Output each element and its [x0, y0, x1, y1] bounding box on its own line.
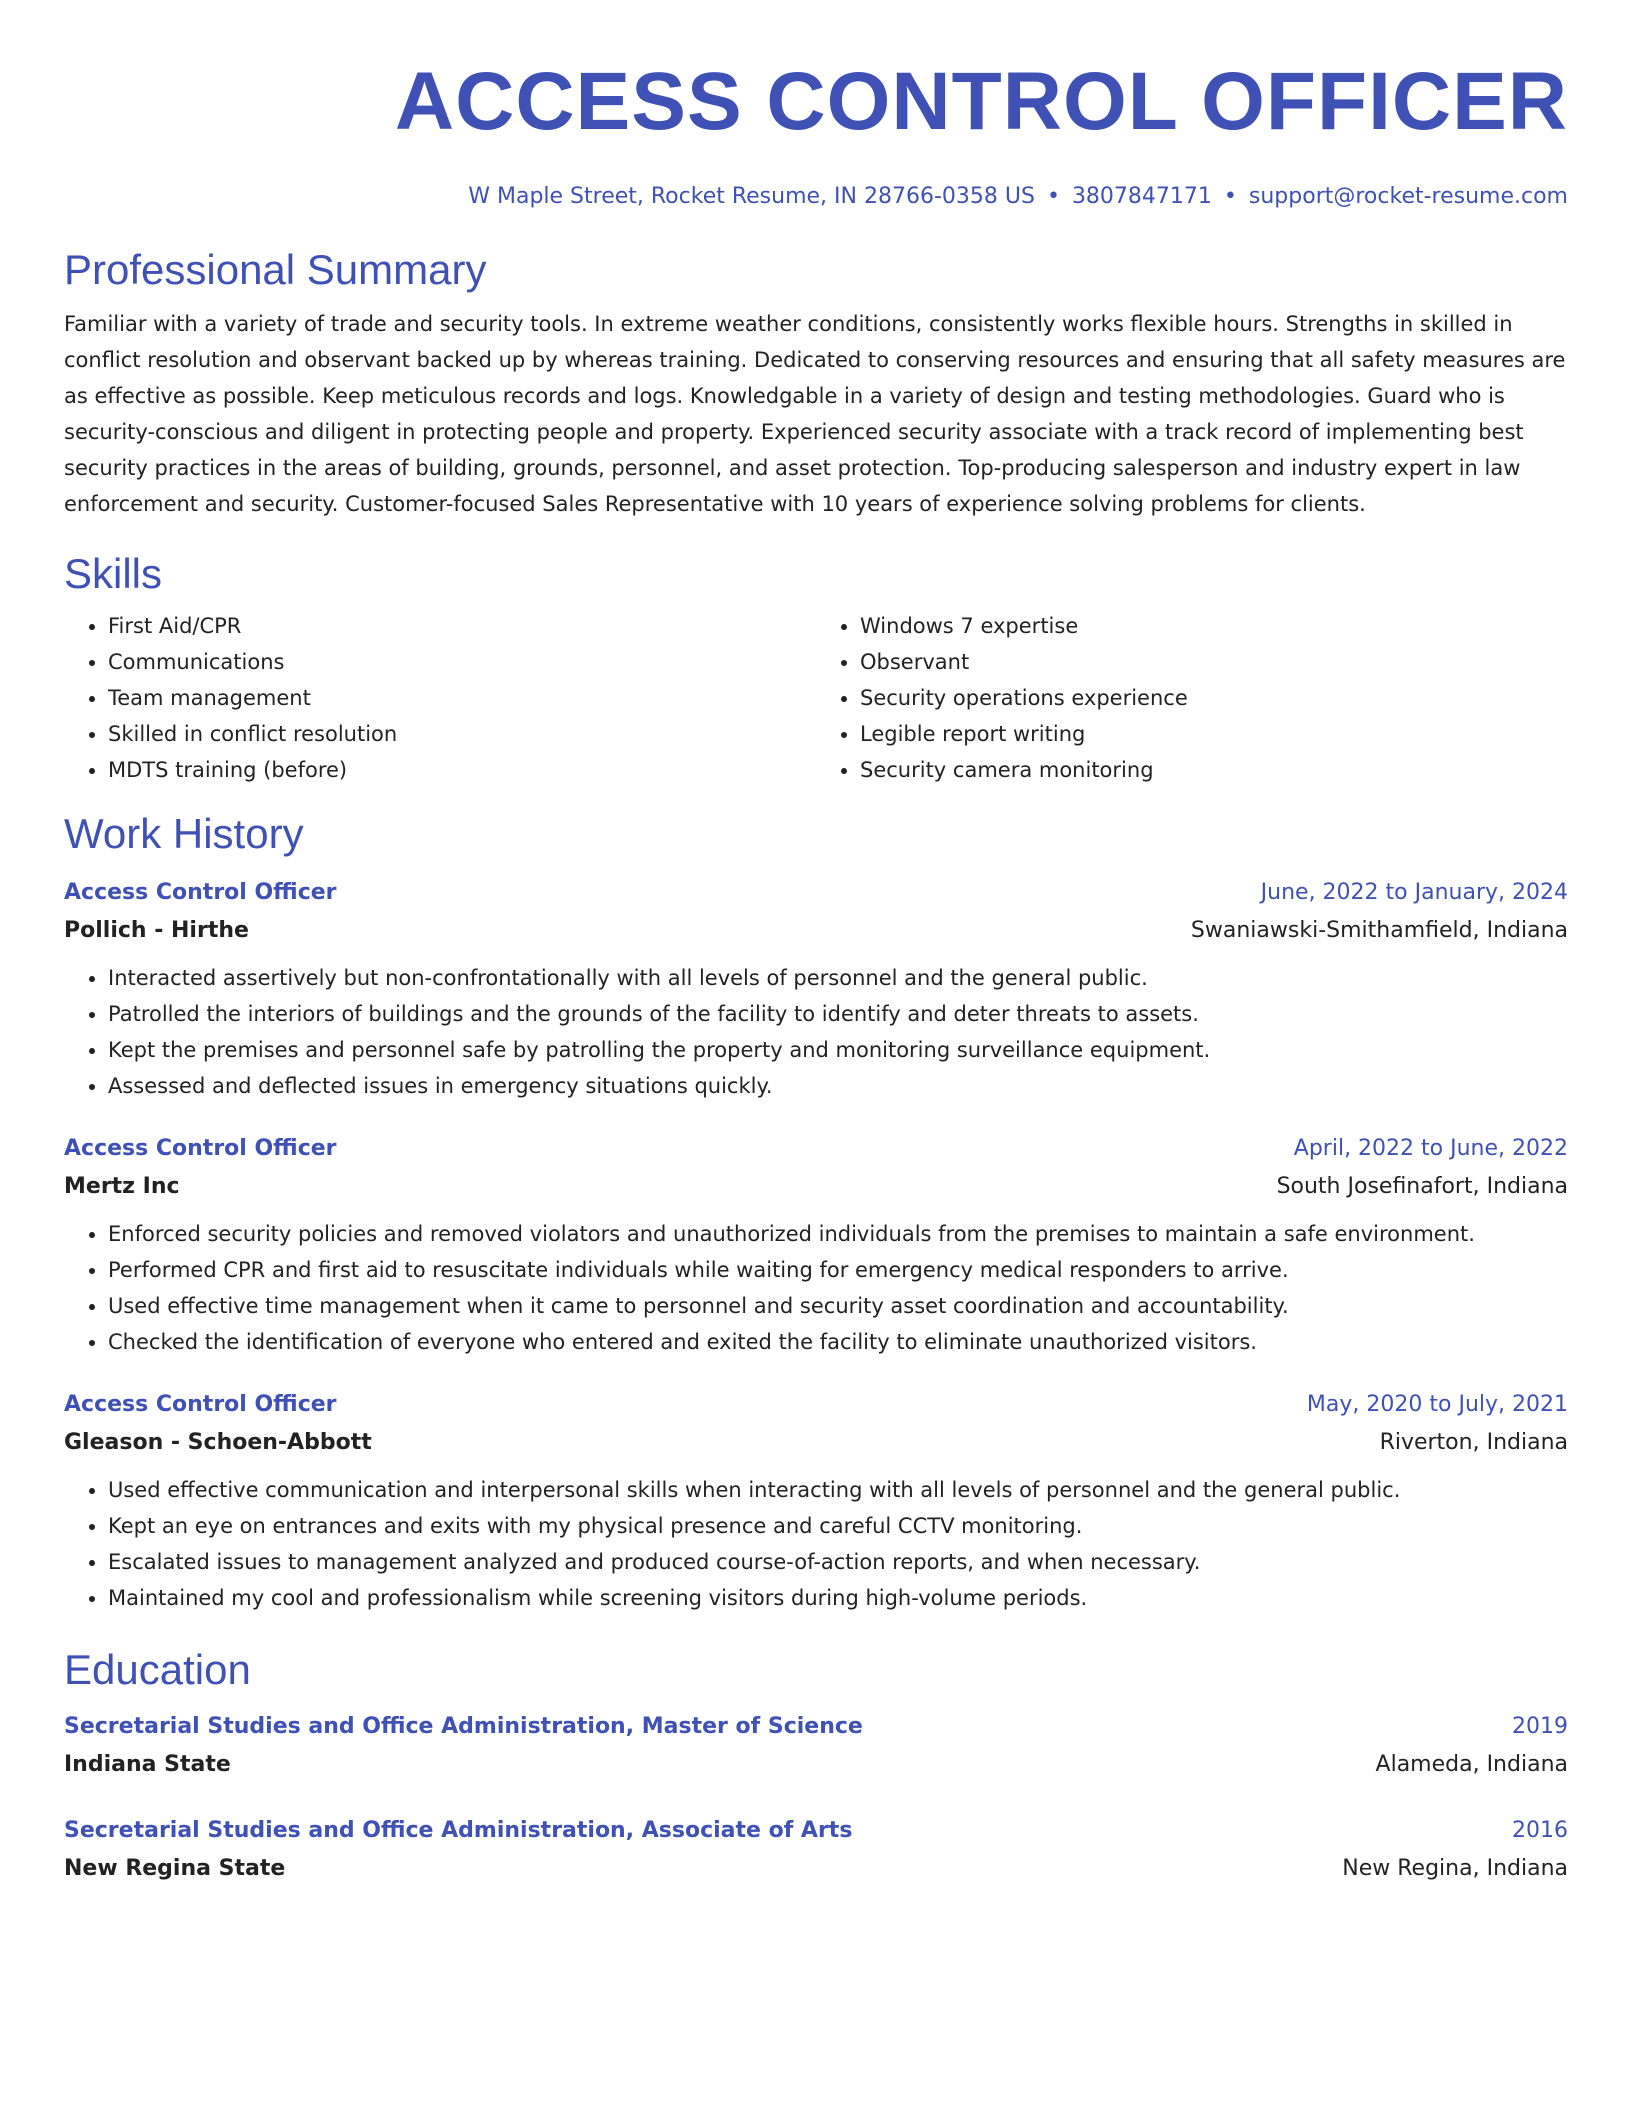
degree: Secretarial Studies and Office Administration, Master of Science — [64, 1714, 863, 1739]
summary-heading: Professional Summary — [64, 246, 487, 293]
education-header-row — [64, 1708, 1568, 1746]
education-entry — [64, 1812, 1568, 1888]
skill-item: • First Aid/CPR — [108, 608, 816, 644]
duty-item: • Performed CPR and first aid to resuscitate individuals while waiting for emergency medical responders to arrive. — [108, 1252, 1568, 1288]
company-name: Gleason - Schoen-Abbott — [64, 1430, 372, 1455]
skill-item: • Observant — [860, 644, 1568, 680]
duty-item: • Interacted assertively but non-confrontationally with all levels of personnel and the general public. — [108, 960, 1568, 996]
job-entry — [64, 1386, 1568, 1616]
email-link[interactable]: support@rocket-resume.com — [1248, 184, 1568, 209]
job-dates: April, 2022 to June, 2022 — [1293, 1136, 1568, 1161]
job-dates: May, 2020 to July, 2021 — [1306, 1392, 1568, 1417]
skill-item: • Communications — [108, 644, 816, 680]
duty-item: • Checked the identification of everyone who entered and exited the facility to eliminate unauthorized visitors. — [108, 1324, 1568, 1360]
duty-item: • Used effective communication and interpersonal skills when interacting with all levels of personnel and the general public. — [108, 1472, 1568, 1508]
school-name: Indiana State — [64, 1752, 231, 1777]
job-entry — [64, 1130, 1568, 1360]
company-name: Pollich - Hirthe — [64, 918, 249, 943]
job-company-row — [64, 912, 1568, 950]
school-name: New Regina State — [64, 1856, 286, 1881]
graduation-year: 2016 — [1512, 1818, 1568, 1843]
education-heading: Education — [64, 1646, 251, 1693]
skill-item: • Team management — [108, 680, 816, 716]
duty-item: • Maintained my cool and professionalism while screening visitors during high-volume periods. — [108, 1580, 1568, 1616]
education-entry — [64, 1708, 1568, 1784]
separator: • — [1046, 184, 1060, 209]
address: W Maple Street, Rocket Resume, IN 28766-0358 US — [468, 184, 1035, 209]
phone: 3807847171 — [1071, 184, 1212, 209]
education-school-row — [64, 1850, 1568, 1888]
work-history-heading: Work History — [64, 810, 304, 857]
duty-item: • Patrolled the interiors of buildings and the grounds of the facility to identify and deter threats to assets. — [108, 996, 1568, 1032]
duty-item: • Assessed and deflected issues in emergency situations quickly. — [108, 1068, 1568, 1104]
duty-item: • Kept the premises and personnel safe by patrolling the property and monitoring surveillance equipment. — [108, 1032, 1568, 1068]
job-header-row — [64, 874, 1568, 912]
job-title: Access Control Officer — [64, 1136, 337, 1161]
candidate-title: ACCESS CONTROL OFFICER — [394, 56, 1568, 147]
job-header-row — [64, 1386, 1568, 1424]
summary-text: Familiar with a variety of trade and security tools. In extreme weather conditions, consistently works flexible hours. Strengths in skilled in conflict resolution and observant backed up by whereas training. Dedicated to conserving resources and ensuring that all safety measures are as effective as possible. Keep meticulous records and logs. Knowledgable in a variety of design and testing methodologies. Guard who is security-conscious and diligent in protecting people and property. Experienced security associate with a track record of implementing best security practices in the areas of building, grounds, personnel, and asset protection. Top-producing salesperson and industry expert in law enforcement and security. Customer-focused Sales Representative with 10 years of experience solving problems for clients. — [64, 312, 1566, 516]
contact-line — [64, 182, 1568, 212]
job-header-row — [64, 1130, 1568, 1168]
job-location: South Josefinafort, Indiana — [1276, 1174, 1568, 1199]
education-header-row — [64, 1812, 1568, 1850]
duty-item: • Escalated issues to management analyzed and produced course-of-action reports, and when necessary. — [108, 1544, 1568, 1580]
job-location: Swaniawski-Smithamfield, Indiana — [1190, 918, 1568, 943]
skill-item: • MDTS training (before) — [108, 752, 816, 788]
school-location: Alameda, Indiana — [1375, 1752, 1568, 1777]
school-location: New Regina, Indiana — [1342, 1856, 1568, 1881]
resume-header — [64, 0, 1568, 212]
skills-list — [64, 608, 1568, 788]
skill-item: • Security camera monitoring — [860, 752, 1568, 788]
skills-column-left — [64, 608, 816, 788]
separator: • — [1223, 184, 1237, 209]
job-company-row — [64, 1424, 1568, 1462]
duty-item: • Kept an eye on entrances and exits with my physical presence and careful CCTV monitoring. — [108, 1508, 1568, 1544]
degree: Secretarial Studies and Office Administration, Associate of Arts — [64, 1818, 853, 1843]
education-school-row — [64, 1746, 1568, 1784]
job-duties — [64, 1472, 1568, 1616]
job-duties — [64, 960, 1568, 1104]
skill-item: • Skilled in conflict resolution — [108, 716, 816, 752]
job-entry — [64, 874, 1568, 1104]
job-location: Riverton, Indiana — [1379, 1430, 1568, 1455]
job-dates: June, 2022 to January, 2024 — [1260, 880, 1568, 905]
job-duties — [64, 1216, 1568, 1360]
duty-item: • Used effective time management when it came to personnel and security asset coordination and accountability. — [108, 1288, 1568, 1324]
graduation-year: 2019 — [1512, 1714, 1568, 1739]
skills-column-right — [816, 608, 1568, 788]
skills-heading: Skills — [64, 550, 163, 597]
job-title: Access Control Officer — [64, 880, 337, 905]
job-title: Access Control Officer — [64, 1392, 337, 1417]
company-name: Mertz Inc — [64, 1174, 180, 1199]
duty-item: • Enforced security policies and removed violators and unauthorized individuals from the premises to maintain a safe environment. — [108, 1216, 1568, 1252]
skill-item: • Windows 7 expertise — [860, 608, 1568, 644]
skill-item: • Legible report writing — [860, 716, 1568, 752]
job-company-row — [64, 1168, 1568, 1206]
skill-item: • Security operations experience — [860, 680, 1568, 716]
